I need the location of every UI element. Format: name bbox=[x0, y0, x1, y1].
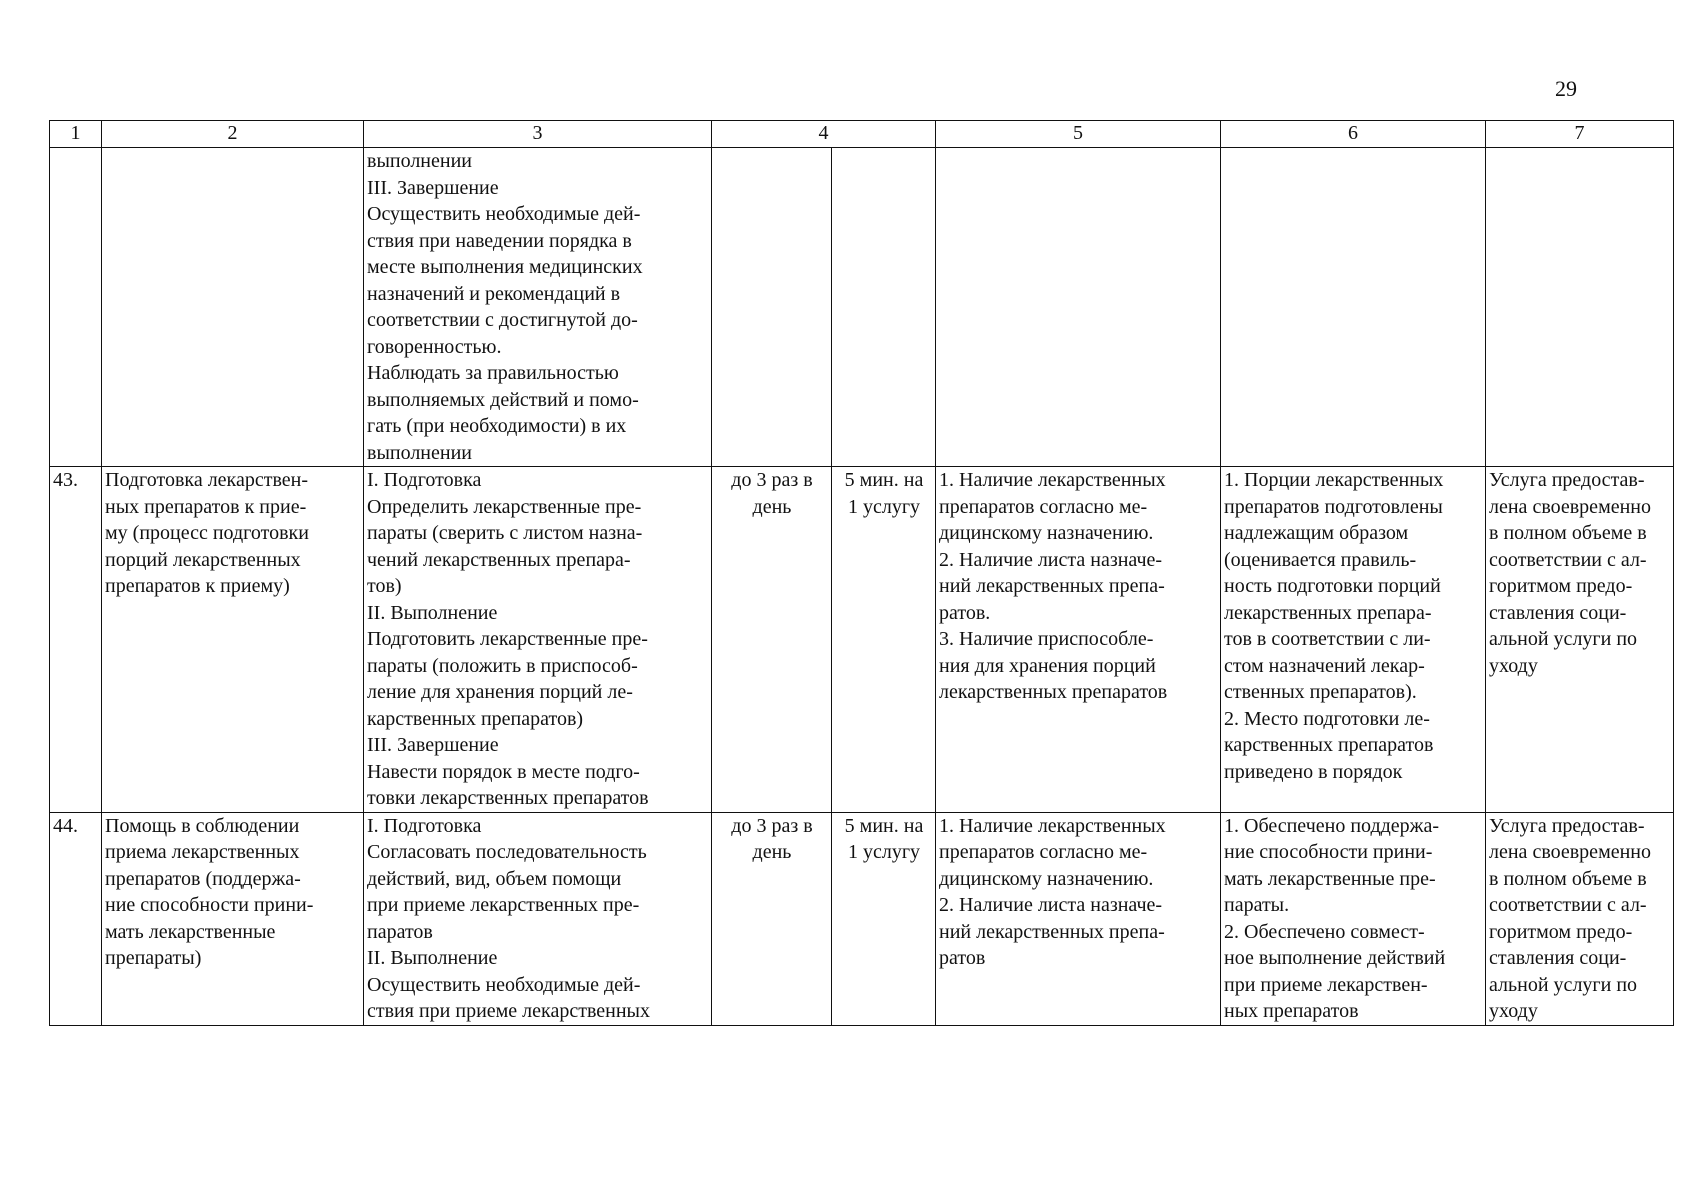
duration-cell bbox=[832, 148, 936, 467]
cell-text-line: соответствии с достигнутой до- bbox=[367, 309, 638, 331]
cell-text-line: препараты) bbox=[105, 947, 202, 969]
cell-text-line: (оценивается правиль- bbox=[1224, 548, 1417, 571]
cell-text-line: ление для хранения порций ле- bbox=[367, 681, 633, 703]
cell-text-line: при приеме лекарственных пре- bbox=[367, 894, 640, 916]
cell-text-line: ние способности прини- bbox=[105, 894, 314, 916]
cell-text-line: в полном объеме в bbox=[1489, 867, 1647, 890]
cell-text-line: день bbox=[752, 495, 792, 518]
procedure-cell bbox=[364, 467, 712, 813]
service-name-cell bbox=[102, 812, 364, 1025]
cell-text-line: 5 мин. на bbox=[844, 814, 924, 837]
duration-cell bbox=[832, 467, 936, 813]
cell-text-line: ний лекарственных препа- bbox=[939, 575, 1165, 597]
conditions-cell bbox=[936, 812, 1221, 1025]
column-header-6: 6 bbox=[1221, 121, 1486, 148]
cell-text-line: приема лекарственных bbox=[105, 841, 300, 863]
table-row bbox=[50, 812, 1674, 1025]
cell-text-line: Подготовить лекарственные пре- bbox=[367, 628, 648, 650]
cell-text-line: препаратов подготовлены bbox=[1224, 495, 1443, 518]
cell-text-line: 1. Наличие лекарственных bbox=[939, 814, 1166, 837]
cell-text-line: параты. bbox=[1224, 894, 1290, 916]
cell-text-line: товки лекарственных препаратов bbox=[367, 787, 649, 809]
cell-text-line: ное выполнение действий bbox=[1224, 947, 1446, 969]
column-number-row bbox=[50, 121, 1674, 148]
cell-text-line: III. Завершение bbox=[367, 734, 499, 756]
cell-text-line: чений лекарственных препара- bbox=[367, 548, 631, 571]
cell-text-line: до 3 раз в bbox=[731, 469, 813, 491]
cell-text-line: ратов bbox=[939, 947, 986, 969]
cell-text-line: при приеме лекарствен- bbox=[1224, 973, 1428, 996]
cell-text-line: назначений и рекомендаций в bbox=[367, 282, 621, 305]
cell-text-line: горитмом предо- bbox=[1489, 920, 1633, 943]
cell-text-line: му (процесс подготовки bbox=[105, 522, 309, 544]
column-header-3: 3 bbox=[364, 121, 712, 148]
cell-text-line: ность подготовки порций bbox=[1224, 575, 1441, 597]
cell-text-line: мать лекарственные пре- bbox=[1224, 867, 1436, 890]
cell-text-line: 5 мин. на bbox=[844, 469, 924, 491]
frequency-cell bbox=[712, 467, 832, 813]
cell-text-line: надлежащим образом bbox=[1224, 522, 1409, 544]
cell-text-line: ствия при наведении порядка в bbox=[367, 229, 632, 252]
column-header-5: 5 bbox=[936, 121, 1221, 148]
cell-text-line: 1 услугу bbox=[847, 495, 921, 518]
cell-text-line: ставления соци- bbox=[1489, 947, 1627, 969]
cell-text-line: порций лекарственных bbox=[105, 548, 301, 571]
cell-text-line: гать (при необходимости) в их bbox=[367, 415, 627, 437]
cell-text-line: день bbox=[752, 841, 792, 863]
cell-text-line: карственных препаратов) bbox=[367, 707, 584, 730]
cell-text-line: дицинскому назначению. bbox=[939, 867, 1154, 890]
cell-text-line: карственных препаратов bbox=[1224, 734, 1434, 756]
cell-text-line: 1. Наличие лекарственных bbox=[939, 469, 1166, 491]
cell-text-line: I. Подготовка bbox=[367, 469, 482, 491]
cell-text-line: соответствии с ал- bbox=[1489, 894, 1647, 916]
cell-text-line: ных препаратов bbox=[1224, 1000, 1359, 1022]
cell-text-line: ственных препаратов). bbox=[1224, 681, 1417, 703]
cell-text-line: Наблюдать за правильностью bbox=[367, 362, 619, 384]
cell-text-line: соответствии с ал- bbox=[1489, 548, 1647, 571]
cell-text-line: 2. Наличие листа назначе- bbox=[939, 894, 1163, 916]
cell-text-line: стом назначений лекар- bbox=[1224, 654, 1425, 677]
cell-text-line: 1. Обеспечено поддержа- bbox=[1224, 814, 1440, 837]
cell-text-line: препаратов к приему) bbox=[105, 575, 290, 597]
cell-text-line: 1 услугу bbox=[847, 841, 921, 863]
cell-text-line: 1. Порции лекарственных bbox=[1224, 469, 1444, 491]
table-row bbox=[50, 148, 1674, 467]
cell-text-line: тов) bbox=[367, 575, 402, 597]
cell-text-line: лекарственных препаратов bbox=[939, 681, 1168, 703]
cell-text-line: ратов. bbox=[939, 601, 991, 624]
cell-text-line: препаратов согласно ме- bbox=[939, 495, 1148, 518]
cell-text-line: лена своевременно bbox=[1489, 841, 1652, 863]
cell-text-line: Осуществить необходимые дей- bbox=[367, 973, 641, 996]
conditions-cell bbox=[936, 148, 1221, 467]
cell-text-line: Подготовка лекарствен- bbox=[105, 469, 309, 491]
procedure-cell bbox=[364, 812, 712, 1025]
cell-text-line: альной услуги по bbox=[1489, 973, 1638, 996]
cell-text-line: ствия при приеме лекарственных bbox=[367, 1000, 650, 1022]
cell-text-line: препаратов (поддержа- bbox=[105, 867, 301, 890]
cell-text-line: Услуга предостав- bbox=[1489, 469, 1645, 491]
cell-text-line: до 3 раз в bbox=[731, 814, 813, 837]
cell-text-line: 2. Наличие листа назначе- bbox=[939, 548, 1163, 571]
row-number-cell bbox=[50, 148, 102, 467]
cell-text-line: уходу bbox=[1489, 1000, 1538, 1022]
cell-text-line: мать лекарственные bbox=[105, 920, 276, 943]
cell-text-line: II. Выполнение bbox=[367, 947, 498, 969]
frequency-cell bbox=[712, 148, 832, 467]
cell-text-line: 2. Место подготовки ле- bbox=[1224, 707, 1430, 730]
duration-cell bbox=[832, 812, 936, 1025]
cell-text-line: паратов bbox=[367, 920, 433, 943]
cell-text-line: 2. Обеспечено совмест- bbox=[1224, 920, 1425, 943]
service-name-cell bbox=[102, 467, 364, 813]
services-table bbox=[49, 120, 1674, 1026]
cell-text-line: Согласовать последовательность bbox=[367, 841, 647, 863]
column-header-4: 4 bbox=[712, 121, 936, 148]
cell-text-line: лена своевременно bbox=[1489, 495, 1652, 518]
row-number-cell: 44. bbox=[50, 812, 102, 1025]
cell-text-line: выполнении bbox=[367, 150, 472, 172]
evaluation-cell bbox=[1486, 467, 1674, 813]
cell-text-line: 3. Наличие приспособле- bbox=[939, 628, 1154, 650]
column-header-1: 1 bbox=[50, 121, 102, 148]
cell-text-line: ных препаратов к прие- bbox=[105, 495, 307, 518]
procedure-cell bbox=[364, 148, 712, 467]
evaluation-cell bbox=[1486, 812, 1674, 1025]
cell-text-line: I. Подготовка bbox=[367, 814, 482, 837]
cell-text-line: говоренностью. bbox=[367, 335, 502, 358]
column-header-7: 7 bbox=[1486, 121, 1674, 148]
cell-text-line: препаратов согласно ме- bbox=[939, 841, 1148, 863]
cell-text-line: горитмом предо- bbox=[1489, 575, 1633, 597]
cell-text-line: Услуга предостав- bbox=[1489, 814, 1645, 837]
cell-text-line: месте выполнения медицинских bbox=[367, 256, 643, 278]
cell-text-line: уходу bbox=[1489, 654, 1538, 677]
results-cell bbox=[1221, 148, 1486, 467]
cell-text-line: параты (положить в приспособ- bbox=[367, 654, 638, 677]
cell-text-line: параты (сверить с листом назна- bbox=[367, 522, 643, 544]
page-number: 29 bbox=[1555, 76, 1577, 101]
conditions-cell bbox=[936, 467, 1221, 813]
cell-text-line: ния для хранения порций bbox=[939, 654, 1156, 677]
frequency-cell bbox=[712, 812, 832, 1025]
service-name-cell bbox=[102, 148, 364, 467]
cell-text-line: Осуществить необходимые дей- bbox=[367, 203, 641, 225]
evaluation-cell bbox=[1486, 148, 1674, 467]
cell-text-line: II. Выполнение bbox=[367, 601, 498, 624]
table-row bbox=[50, 467, 1674, 813]
cell-text-line: действий, вид, объем помощи bbox=[367, 867, 622, 890]
cell-text-line: Навести порядок в месте подго- bbox=[367, 760, 640, 783]
cell-text-line: III. Завершение bbox=[367, 176, 499, 199]
cell-text-line: лекарственных препара- bbox=[1224, 601, 1432, 624]
cell-text-line: ний лекарственных препа- bbox=[939, 920, 1165, 943]
cell-text-line: выполнении bbox=[367, 441, 472, 464]
cell-text-line: Определить лекарственные пре- bbox=[367, 495, 642, 518]
cell-text-line: ние способности прини- bbox=[1224, 841, 1433, 863]
cell-text-line: альной услуги по bbox=[1489, 628, 1638, 650]
cell-text-line: выполняемых действий и помо- bbox=[367, 388, 639, 411]
row-number-cell: 43. bbox=[50, 467, 102, 813]
column-header-2: 2 bbox=[102, 121, 364, 148]
cell-text-line: Помощь в соблюдении bbox=[105, 814, 300, 837]
cell-text-line: в полном объеме в bbox=[1489, 522, 1647, 544]
cell-text-line: ставления соци- bbox=[1489, 601, 1627, 624]
cell-text-line: дицинскому назначению. bbox=[939, 522, 1154, 544]
results-cell bbox=[1221, 812, 1486, 1025]
results-cell bbox=[1221, 467, 1486, 813]
cell-text-line: тов в соответствии с ли- bbox=[1224, 628, 1431, 650]
cell-text-line: приведено в порядок bbox=[1224, 760, 1403, 783]
